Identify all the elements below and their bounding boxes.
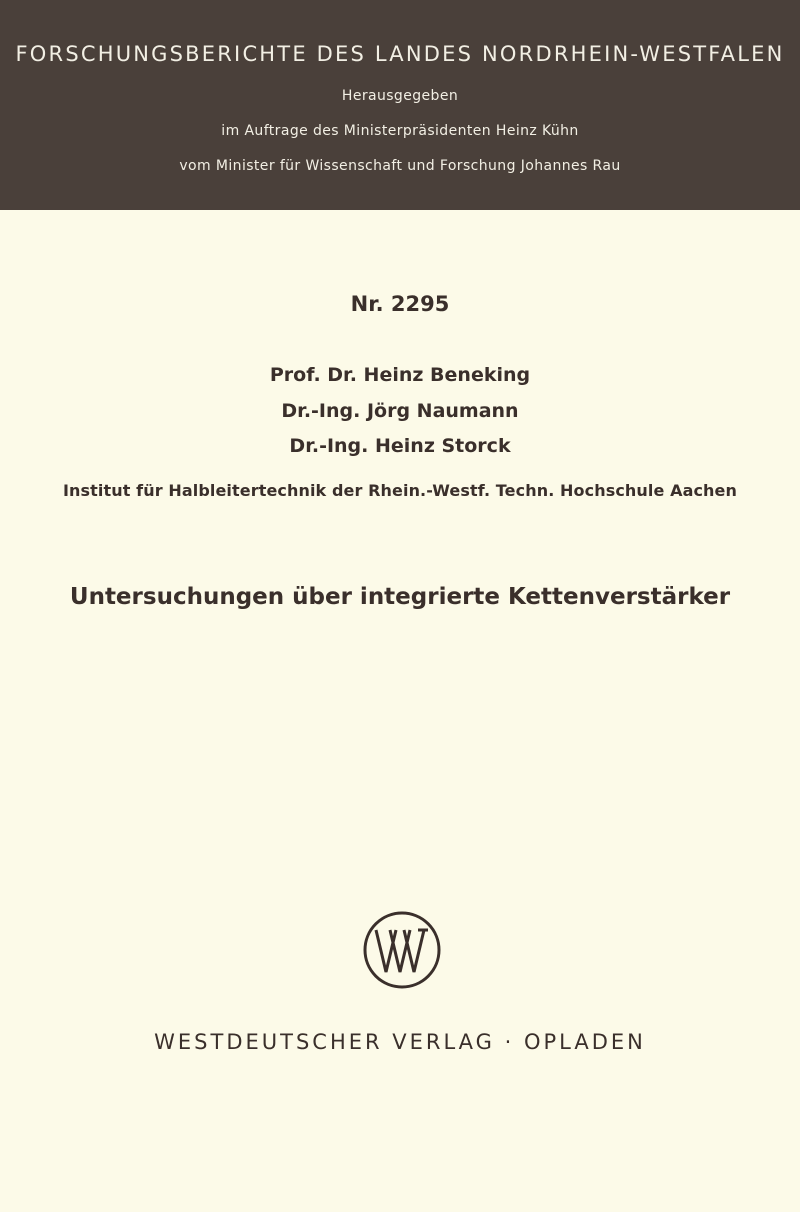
series-title: FORSCHUNGSBERICHTE DES LANDES NORDRHEIN-WESTFALEN — [15, 42, 785, 66]
report-number: Nr. 2295 — [350, 292, 450, 316]
book-title: Untersuchungen über integrierte Kettenverstärker — [69, 584, 731, 610]
series-header — [0, 0, 800, 210]
author-1: Prof. Dr. Heinz Beneking — [269, 364, 531, 386]
author-3: Dr.-Ing. Heinz Storck — [289, 435, 511, 457]
editor-line: Herausgegeben — [341, 88, 459, 104]
publisher-name: WESTDEUTSCHER VERLAG · OPLADEN — [154, 1030, 646, 1054]
commission-line: im Auftrage des Ministerpräsidenten Heinz Kühn — [221, 123, 579, 139]
institute: Institut für Halbleitertechnik der Rhein.-Westf. Techn. Hochschule Aachen — [62, 481, 737, 500]
minister-line: vom Minister für Wissenschaft und Forschung Johannes Rau — [179, 158, 621, 174]
author-2: Dr.-Ing. Jörg Naumann — [281, 400, 519, 422]
publisher-logo-icon — [362, 910, 442, 990]
